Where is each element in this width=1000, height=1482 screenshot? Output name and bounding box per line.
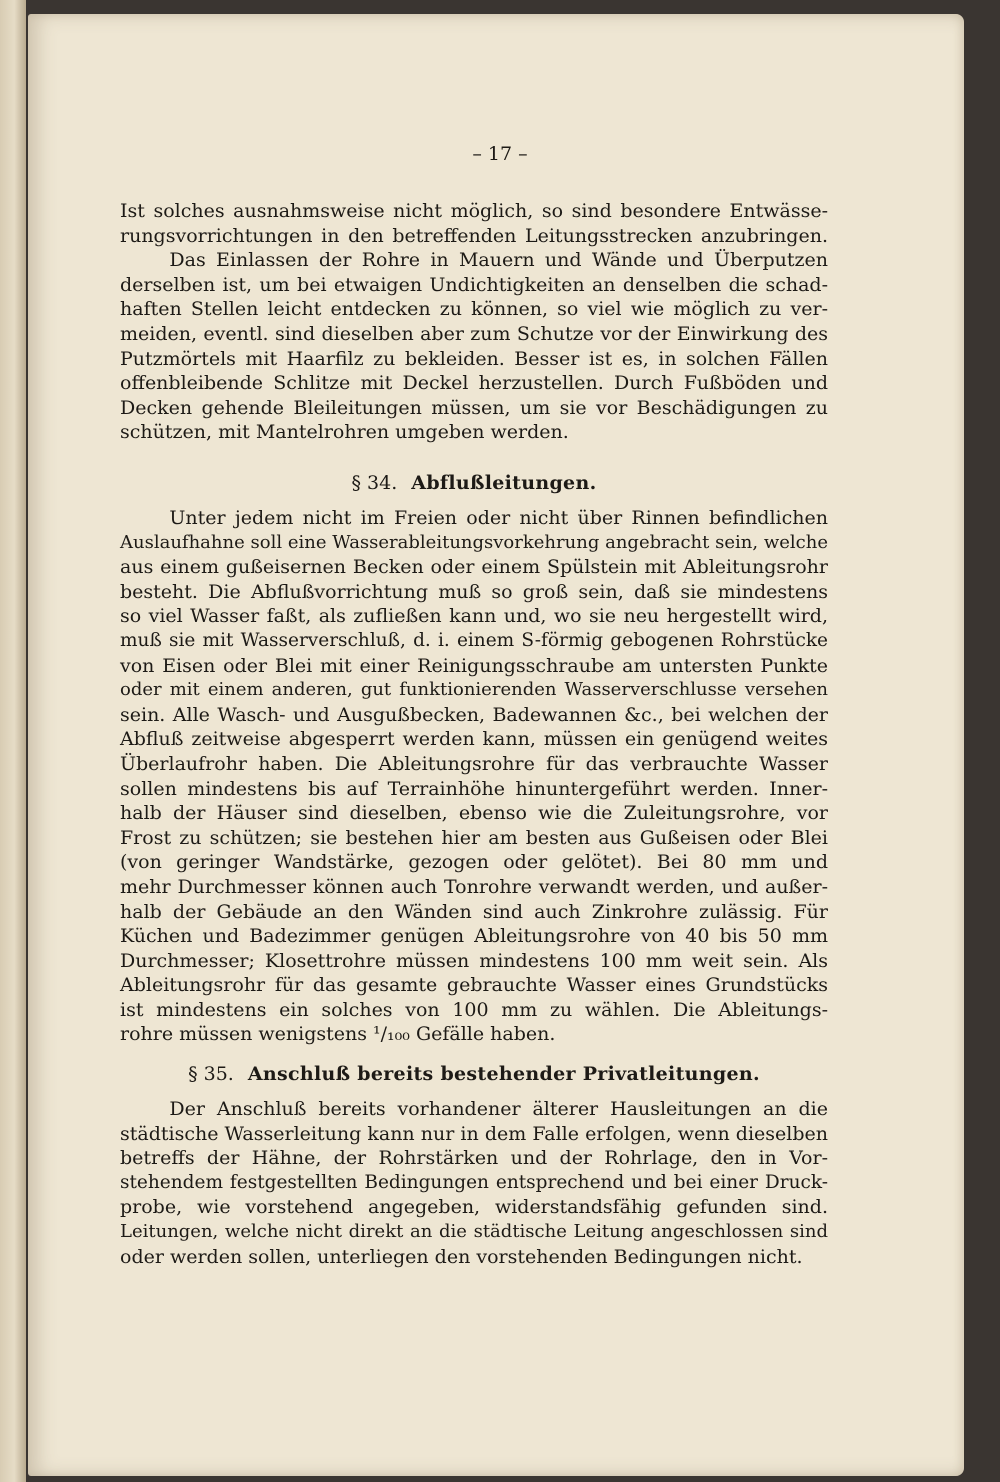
text-line: oder mit einem anderen, gut funktionierenden Wasserverschlusse versehen xyxy=(120,679,828,701)
text-line: derselben ist, um bei etwaigen Undichtigkeiten an denselben die schad- xyxy=(120,273,828,296)
text-line: Unter jedem nicht im Freien oder nicht über Rinnen befindlichen xyxy=(169,507,828,529)
text-line: betreffs der Hähne, der Rohrstärken und der Rohrlage, den in Vor- xyxy=(120,1147,828,1170)
text-line: meiden, eventl. sind dieselben aber zum Schutze vor der Einwirkung des xyxy=(120,322,828,345)
text-line: rungsvorrichtungen in den betreffenden Leitungsstrecken anzubringen. xyxy=(120,224,828,247)
section-35-body xyxy=(120,1097,828,1269)
text-line: (von geringer Wandstärke, gezogen oder gelötet). Bei 80 mm und xyxy=(120,851,828,874)
text-line: Überlaufrohr haben. Die Ableitungsrohre für das verbrauchte Wasser xyxy=(120,752,828,775)
section-35-heading xyxy=(120,1059,828,1089)
text-line: offenbleibende Schlitze mit Deckel herzustellen. Durch Fußböden und xyxy=(120,372,828,395)
text-line: Ableitungsrohr für das gesamte gebrauchte Wasser eines Grundstücks xyxy=(120,974,828,997)
text-line: ist mindestens ein solches von 100 mm zu wählen. Die Ableitungs- xyxy=(120,998,828,1021)
text-line: schützen, mit Mantelrohren umgeben werden. xyxy=(120,421,569,444)
text-line: besteht. Die Abflußvorrichtung muß so groß sein, daß sie mindestens xyxy=(120,580,828,603)
text-line: stehendem festgestellten Bedingungen entsprechend und bei einer Druck- xyxy=(120,1171,828,1193)
text-line: sollen mindestens bis auf Terrainhöhe hinuntergeführt werden. Inner- xyxy=(120,777,828,800)
previous-page-edge xyxy=(0,0,26,1482)
text-line: Putzmörtels mit Haarfilz zu bekleiden. Besser ist es, in solchen Fällen xyxy=(120,347,828,370)
text-line: rohre müssen wenigstens ¹/₁₀₀ Gefälle haben. xyxy=(120,1023,556,1046)
text-line: aus einem gußeisernen Becken oder einem Spülstein mit Ableitungsrohr xyxy=(120,556,828,579)
page-number: – 17 – xyxy=(472,143,528,165)
section-title: Anschluß bereits bestehender Privatleitungen. xyxy=(247,1063,760,1085)
text-line: von Eisen oder Blei mit einer Reinigungsschraube am untersten Punkte xyxy=(120,654,828,677)
section-34-body xyxy=(120,506,828,1047)
text-line: Abfluß zeitweise abgesperrt werden kann, müssen ein genügend weites xyxy=(120,728,828,751)
text-line: Der Anschluß bereits vorhandener älterer Hausleitungen an die xyxy=(169,1098,828,1120)
text-line: oder werden sollen, unterliegen den vorstehenden Bedingungen nicht. xyxy=(120,1245,803,1268)
text-line: Decken gehende Bleileitungen müssen, um sie vor Beschädigungen zu xyxy=(120,396,828,419)
text-line: so viel Wasser faßt, als zufließen kann und, wo sie neu hergestellt wird, xyxy=(120,605,828,628)
section-number: § 34. xyxy=(351,472,398,494)
text-line: Frost zu schützen; sie bestehen hier am besten aus Gußeisen oder Blei xyxy=(120,826,828,849)
section-34-heading xyxy=(120,468,828,498)
text-line: Das Einlassen der Rohre in Mauern und Wände und Überputzen xyxy=(169,249,828,272)
text-line: Leitungen, welche nicht direkt an die städtische Leitung angeschlossen sind xyxy=(120,1220,828,1242)
text-line: halb der Gebäude an den Wänden sind auch Zinkrohre zulässig. Für xyxy=(120,900,828,923)
text-line: Küchen und Badezimmer genügen Ableitungsrohre von 40 bis 50 mm xyxy=(120,925,828,948)
paragraph-1 xyxy=(120,199,828,445)
section-title: Abflußleitungen. xyxy=(411,472,597,494)
text-line: haften Stellen leicht entdecken zu können, so viel wie möglich zu ver- xyxy=(120,298,828,321)
text-line: mehr Durchmesser können auch Tonrohre verwandt werden, und außer- xyxy=(120,875,828,898)
text-line: halb der Häuser sind dieselben, ebenso wie die Zuleitungsrohre, vor xyxy=(120,802,828,825)
text-line: Ist solches ausnahmsweise nicht möglich, so sind besondere Entwässe- xyxy=(120,200,828,222)
text-line: Durchmesser; Klosettrohre müssen mindestens 100 mm weit sein. Als xyxy=(120,949,828,972)
text-line: muß sie mit Wasserverschluß, d. i. einem S-förmig gebogenen Rohrstücke xyxy=(120,629,828,651)
section-number: § 35. xyxy=(188,1063,234,1085)
text-line: städtische Wasserleitung kann nur in dem Falle erfolgen, wenn dieselben xyxy=(120,1122,828,1145)
text-line: probe, wie vorstehend angegeben, widerstandsfähig gefunden sind. xyxy=(120,1196,828,1219)
text-line: Auslaufhahne soll eine Wasserableitungsvorkehrung angebracht sein, welche xyxy=(120,531,828,553)
text-line: sein. Alle Wasch- und Ausgußbecken, Badewannen &c., bei welchen der xyxy=(120,703,828,726)
